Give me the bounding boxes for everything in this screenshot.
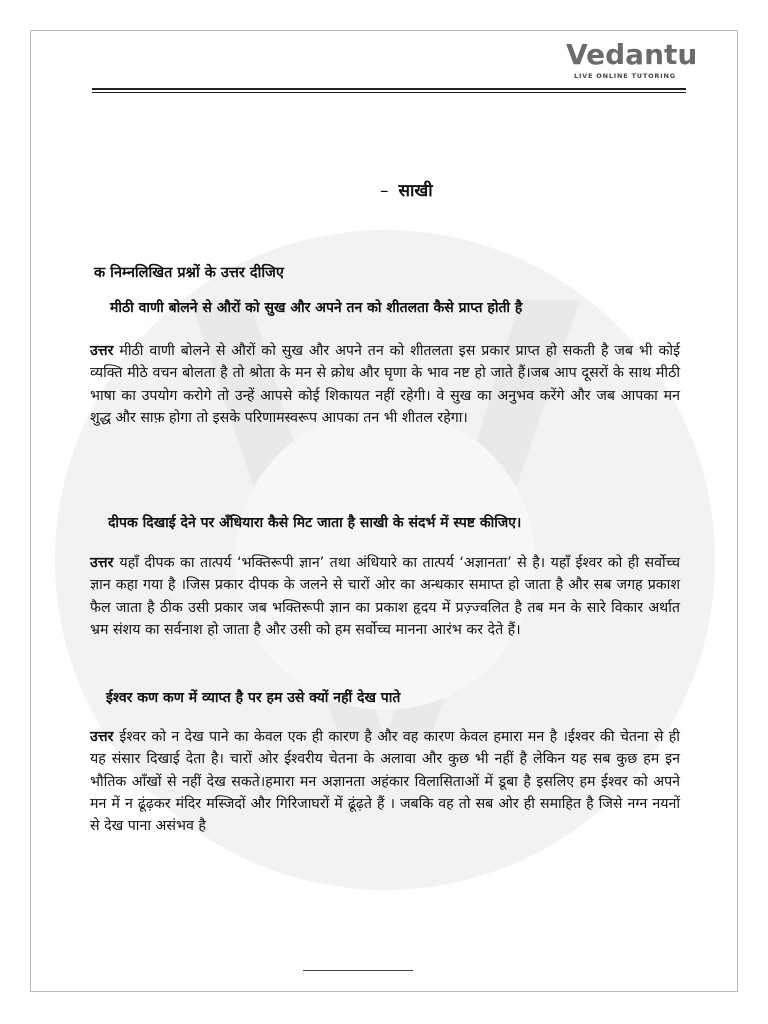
answer-2 [90, 552, 680, 641]
question-2: दीपक दिखाई देने पर अँधियारा कैसे मिट जाता है साखी के संदर्भ में स्पष्ट कीजिए। [108, 515, 522, 531]
answer-3 [90, 726, 680, 837]
logo-wordmark: Vedantu [566, 38, 698, 71]
header-rule [92, 88, 686, 90]
section-heading: क निम्नलिखित प्रश्नों के उत्तर दीजिए [94, 265, 284, 281]
footer-rule [303, 970, 413, 971]
answer-label: उत्तर [90, 343, 114, 359]
answer-label: उत्तर [90, 729, 114, 745]
question-3: ईश्वर कण कण में व्याप्त है पर हम उसे क्यों नहीं देख पाते [106, 690, 401, 706]
title-dash: – [380, 181, 389, 201]
logo-tagline: LIVE ONLINE TUTORING [574, 72, 676, 80]
page-title [380, 178, 433, 201]
answer-text: मीठी वाणी बोलने से औरों को सुख और अपने तन को शीतलता इस प्रकार प्राप्त हो सकती है जब भी कोई व्यक्ति मीठे वचन बोलता है तो श्रोता के मन से क्रोध और घृणा के भाव नष्ट हो जाते हैं।जब आप दूसरों के साथ मीठी भाषा का उपयोग करोगे तो उन्हें आपसे कोई शिकायत नहीं रहेगी। वे सुख का अनुभव करेंगे और जब आपका मन शुद्ध और साफ़ होगा तो इसके परिणामस्वरूप आपका तन भी शीतल रहेगा। [90, 343, 680, 426]
header-rule-thin [92, 92, 686, 93]
answer-text: ईश्वर को न देख पाने का केवल एक ही कारण है और वह कारण केवल हमारा मन है ।ईश्वर की चेतना से ही यह संसार दिखाई देता है। चारों ओर ईश्वरीय चेतना के अलावा और कुछ भी नहीं है लेकिन यह सब कुछ हम इन भौतिक आँखों से नहीं देख सकते।हमारा मन अज्ञानता अहंकार विलासिताओं में डूबा है इसलिए हम ईश्वर को अपने मन में न ढूंढ़कर मंदिर मस्जिदों और गिरिजाघरों में ढूंढ़ते हैं । जबकि वह तो सब ओर ही समाहित है जिसे नग्न नयनों से देख पाना असंभव है [90, 729, 680, 835]
answer-label: उत्तर [90, 555, 114, 571]
answer-text: यहाँ दीपक का तात्पर्य ‘भक्तिरूपी ज्ञान’ तथा अंधियारे का तात्पर्य ‘अज्ञानता’ से है। यहाँ ईश्वर को ही सर्वोच्च ज्ञान कहा गया है ।जिस प्रकार दीपक के जलने से चारों ओर का अन्धकार समाप्त हो जाता है और सब जगह प्रकाश फैल जाता है ठीक उसी प्रकार जब भक्तिरूपी ज्ञान का प्रकाश हृदय में प्रज़्ज्वलित है तब मन के सारे विकार अर्थात भ्रम संशय का सर्वनाश हो जाता है और उसी को हम सर्वोच्च मानना आरंभ कर देते हैं। [90, 555, 680, 638]
title-text: साखी [398, 181, 433, 201]
vedantu-logo [566, 38, 698, 84]
answer-1 [90, 340, 680, 429]
question-1: मीठी वाणी बोलने से औरों को सुख और अपने तन को शीतलता कैसे प्राप्त होती है [110, 300, 523, 316]
